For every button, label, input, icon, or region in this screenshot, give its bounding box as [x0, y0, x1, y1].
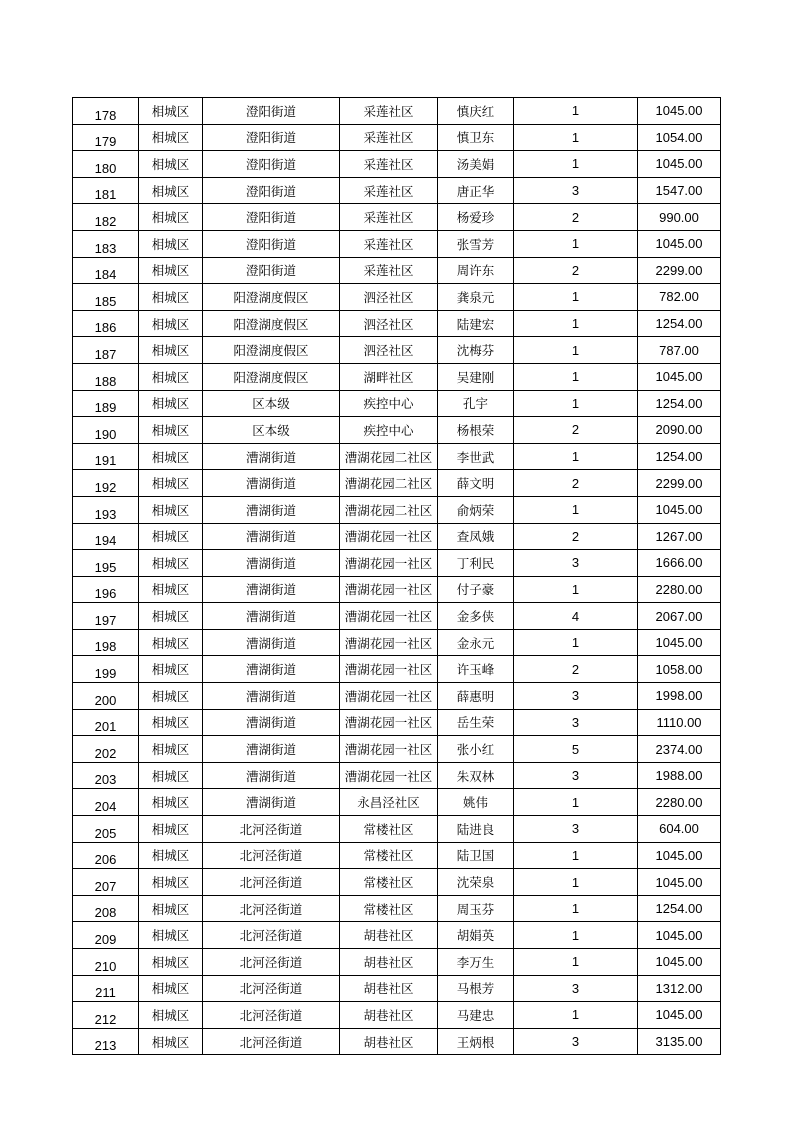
amount-cell: 1045.00 — [638, 842, 721, 869]
street-cell: 漕湖街道 — [203, 683, 340, 710]
street-cell: 区本级 — [203, 390, 340, 417]
row-number: 212 — [73, 1002, 139, 1029]
table-row — [73, 337, 721, 364]
name-cell: 龚泉元 — [438, 284, 514, 311]
district-cell: 相城区 — [139, 736, 203, 763]
row-number: 210 — [73, 949, 139, 976]
community-cell: 漕湖花园一社区 — [340, 603, 438, 630]
street-cell: 北河泾街道 — [203, 869, 340, 896]
name-cell: 许玉峰 — [438, 656, 514, 683]
household-count-cell: 2 — [514, 523, 638, 550]
amount-cell: 2090.00 — [638, 417, 721, 444]
community-cell: 胡巷社区 — [340, 949, 438, 976]
street-cell: 漕湖街道 — [203, 550, 340, 577]
name-cell: 唐正华 — [438, 177, 514, 204]
name-cell: 张雪芳 — [438, 230, 514, 257]
table-row — [73, 975, 721, 1002]
household-count-cell: 5 — [514, 736, 638, 763]
amount-cell: 2299.00 — [638, 470, 721, 497]
amount-cell: 1254.00 — [638, 310, 721, 337]
household-count-cell: 1 — [514, 443, 638, 470]
community-cell: 常楼社区 — [340, 895, 438, 922]
name-cell: 金永元 — [438, 629, 514, 656]
amount-cell: 2280.00 — [638, 576, 721, 603]
community-cell: 常楼社区 — [340, 816, 438, 843]
amount-cell: 1045.00 — [638, 151, 721, 178]
amount-cell: 1998.00 — [638, 683, 721, 710]
name-cell: 周许东 — [438, 257, 514, 284]
row-number: 205 — [73, 816, 139, 843]
community-cell: 泗泾社区 — [340, 310, 438, 337]
amount-cell: 2067.00 — [638, 603, 721, 630]
community-cell: 泗泾社区 — [340, 337, 438, 364]
table-row — [73, 204, 721, 231]
row-number: 213 — [73, 1028, 139, 1055]
household-count-cell: 1 — [514, 496, 638, 523]
district-cell: 相城区 — [139, 550, 203, 577]
community-cell: 泗泾社区 — [340, 284, 438, 311]
table-row — [73, 1002, 721, 1029]
household-count-cell: 1 — [514, 1002, 638, 1029]
name-cell: 吴建刚 — [438, 363, 514, 390]
street-cell: 漕湖街道 — [203, 762, 340, 789]
community-cell: 采莲社区 — [340, 230, 438, 257]
row-number: 194 — [73, 523, 139, 550]
table-row — [73, 762, 721, 789]
table-row — [73, 417, 721, 444]
household-count-cell: 1 — [514, 98, 638, 125]
table-row — [73, 257, 721, 284]
name-cell: 岳生荣 — [438, 709, 514, 736]
household-count-cell: 1 — [514, 230, 638, 257]
row-number: 180 — [73, 151, 139, 178]
street-cell: 漕湖街道 — [203, 629, 340, 656]
district-cell: 相城区 — [139, 337, 203, 364]
amount-cell: 604.00 — [638, 816, 721, 843]
street-cell: 北河泾街道 — [203, 922, 340, 949]
district-cell: 相城区 — [139, 230, 203, 257]
table-row — [73, 496, 721, 523]
community-cell: 漕湖花园一社区 — [340, 656, 438, 683]
amount-cell: 3135.00 — [638, 1028, 721, 1055]
household-count-cell: 1 — [514, 151, 638, 178]
row-number: 204 — [73, 789, 139, 816]
row-number: 181 — [73, 177, 139, 204]
name-cell: 查凤娥 — [438, 523, 514, 550]
street-cell: 澄阳街道 — [203, 204, 340, 231]
household-count-cell: 1 — [514, 869, 638, 896]
district-cell: 相城区 — [139, 603, 203, 630]
name-cell: 薛惠明 — [438, 683, 514, 710]
table-row — [73, 709, 721, 736]
district-cell: 相城区 — [139, 390, 203, 417]
row-number: 187 — [73, 337, 139, 364]
table-row — [73, 98, 721, 125]
name-cell: 沈梅芬 — [438, 337, 514, 364]
name-cell: 朱双林 — [438, 762, 514, 789]
district-cell: 相城区 — [139, 656, 203, 683]
street-cell: 北河泾街道 — [203, 1002, 340, 1029]
household-count-cell: 3 — [514, 762, 638, 789]
name-cell: 胡娟英 — [438, 922, 514, 949]
amount-cell: 787.00 — [638, 337, 721, 364]
district-cell: 相城区 — [139, 470, 203, 497]
table-row — [73, 842, 721, 869]
district-cell: 相城区 — [139, 895, 203, 922]
amount-cell: 1045.00 — [638, 922, 721, 949]
row-number: 199 — [73, 656, 139, 683]
household-count-cell: 3 — [514, 709, 638, 736]
community-cell: 采莲社区 — [340, 204, 438, 231]
district-cell: 相城区 — [139, 496, 203, 523]
name-cell: 汤美娟 — [438, 151, 514, 178]
district-cell: 相城区 — [139, 842, 203, 869]
household-count-cell: 4 — [514, 603, 638, 630]
table-row — [73, 789, 721, 816]
street-cell: 北河泾街道 — [203, 842, 340, 869]
district-cell: 相城区 — [139, 683, 203, 710]
community-cell: 胡巷社区 — [340, 922, 438, 949]
table-row — [73, 390, 721, 417]
household-count-cell: 1 — [514, 363, 638, 390]
row-number: 189 — [73, 390, 139, 417]
amount-cell: 1547.00 — [638, 177, 721, 204]
amount-cell: 1045.00 — [638, 869, 721, 896]
household-count-cell: 2 — [514, 257, 638, 284]
community-cell: 漕湖花园二社区 — [340, 443, 438, 470]
row-number: 208 — [73, 895, 139, 922]
name-cell: 王炳根 — [438, 1028, 514, 1055]
row-number: 186 — [73, 310, 139, 337]
amount-cell: 1254.00 — [638, 895, 721, 922]
name-cell: 薛文明 — [438, 470, 514, 497]
household-count-cell: 2 — [514, 470, 638, 497]
district-cell: 相城区 — [139, 789, 203, 816]
table-row — [73, 683, 721, 710]
table-row — [73, 523, 721, 550]
street-cell: 区本级 — [203, 417, 340, 444]
community-cell: 疾控中心 — [340, 417, 438, 444]
community-cell: 漕湖花园一社区 — [340, 576, 438, 603]
table-row — [73, 656, 721, 683]
district-cell: 相城区 — [139, 284, 203, 311]
table-row — [73, 284, 721, 311]
household-count-cell: 2 — [514, 204, 638, 231]
household-count-cell: 1 — [514, 789, 638, 816]
name-cell: 杨爱珍 — [438, 204, 514, 231]
row-number: 198 — [73, 629, 139, 656]
name-cell: 姚伟 — [438, 789, 514, 816]
district-cell: 相城区 — [139, 576, 203, 603]
amount-cell: 990.00 — [638, 204, 721, 231]
table-row — [73, 470, 721, 497]
household-count-cell: 1 — [514, 895, 638, 922]
district-cell: 相城区 — [139, 922, 203, 949]
street-cell: 漕湖街道 — [203, 576, 340, 603]
district-cell: 相城区 — [139, 1028, 203, 1055]
street-cell: 阳澄湖度假区 — [203, 284, 340, 311]
row-number: 196 — [73, 576, 139, 603]
row-number: 211 — [73, 975, 139, 1002]
street-cell: 阳澄湖度假区 — [203, 310, 340, 337]
community-cell: 永昌泾社区 — [340, 789, 438, 816]
household-count-cell: 1 — [514, 390, 638, 417]
household-count-cell: 1 — [514, 922, 638, 949]
community-cell: 漕湖花园二社区 — [340, 496, 438, 523]
row-number: 184 — [73, 257, 139, 284]
street-cell: 漕湖街道 — [203, 789, 340, 816]
name-cell: 付子豪 — [438, 576, 514, 603]
amount-cell: 2299.00 — [638, 257, 721, 284]
name-cell: 丁利民 — [438, 550, 514, 577]
table-row — [73, 230, 721, 257]
community-cell: 湖畔社区 — [340, 363, 438, 390]
amount-cell: 1045.00 — [638, 496, 721, 523]
street-cell: 北河泾街道 — [203, 949, 340, 976]
household-count-cell: 3 — [514, 1028, 638, 1055]
community-cell: 漕湖花园一社区 — [340, 762, 438, 789]
street-cell: 阳澄湖度假区 — [203, 363, 340, 390]
household-count-cell: 3 — [514, 816, 638, 843]
district-cell: 相城区 — [139, 709, 203, 736]
amount-cell: 2374.00 — [638, 736, 721, 763]
name-cell: 孔宇 — [438, 390, 514, 417]
street-cell: 澄阳街道 — [203, 151, 340, 178]
table-row — [73, 151, 721, 178]
amount-cell: 1045.00 — [638, 949, 721, 976]
district-cell: 相城区 — [139, 762, 203, 789]
district-cell: 相城区 — [139, 310, 203, 337]
community-cell: 漕湖花园一社区 — [340, 523, 438, 550]
name-cell: 马根芳 — [438, 975, 514, 1002]
street-cell: 漕湖街道 — [203, 656, 340, 683]
amount-cell: 782.00 — [638, 284, 721, 311]
community-cell: 采莲社区 — [340, 257, 438, 284]
household-count-cell: 3 — [514, 683, 638, 710]
amount-cell: 1045.00 — [638, 1002, 721, 1029]
table-row — [73, 949, 721, 976]
street-cell: 漕湖街道 — [203, 496, 340, 523]
row-number: 203 — [73, 762, 139, 789]
amount-cell: 1988.00 — [638, 762, 721, 789]
street-cell: 澄阳街道 — [203, 257, 340, 284]
name-cell: 慎庆红 — [438, 98, 514, 125]
amount-cell: 1267.00 — [638, 523, 721, 550]
household-count-cell: 3 — [514, 550, 638, 577]
community-cell: 漕湖花园一社区 — [340, 550, 438, 577]
table-row — [73, 124, 721, 151]
street-cell: 阳澄湖度假区 — [203, 337, 340, 364]
row-number: 197 — [73, 603, 139, 630]
amount-cell: 1110.00 — [638, 709, 721, 736]
row-number: 192 — [73, 470, 139, 497]
row-number: 209 — [73, 922, 139, 949]
street-cell: 漕湖街道 — [203, 470, 340, 497]
table-row — [73, 816, 721, 843]
table-row — [73, 1028, 721, 1055]
row-number: 193 — [73, 496, 139, 523]
district-cell: 相城区 — [139, 124, 203, 151]
community-cell: 胡巷社区 — [340, 1002, 438, 1029]
table-row — [73, 629, 721, 656]
row-number: 191 — [73, 443, 139, 470]
street-cell: 北河泾街道 — [203, 1028, 340, 1055]
household-count-cell: 3 — [514, 177, 638, 204]
district-cell: 相城区 — [139, 257, 203, 284]
district-cell: 相城区 — [139, 204, 203, 231]
table-row — [73, 603, 721, 630]
district-cell: 相城区 — [139, 151, 203, 178]
name-cell: 周玉芬 — [438, 895, 514, 922]
household-count-cell: 1 — [514, 310, 638, 337]
community-cell: 采莲社区 — [340, 151, 438, 178]
row-number: 195 — [73, 550, 139, 577]
street-cell: 漕湖街道 — [203, 603, 340, 630]
community-cell: 漕湖花园一社区 — [340, 709, 438, 736]
household-count-cell: 1 — [514, 576, 638, 603]
table-row — [73, 895, 721, 922]
amount-cell: 1312.00 — [638, 975, 721, 1002]
row-number: 185 — [73, 284, 139, 311]
street-cell: 漕湖街道 — [203, 443, 340, 470]
district-cell: 相城区 — [139, 98, 203, 125]
district-cell: 相城区 — [139, 1002, 203, 1029]
table-row — [73, 550, 721, 577]
amount-cell: 1054.00 — [638, 124, 721, 151]
community-cell: 采莲社区 — [340, 124, 438, 151]
name-cell: 李世武 — [438, 443, 514, 470]
household-count-cell: 3 — [514, 975, 638, 1002]
household-count-cell: 1 — [514, 949, 638, 976]
street-cell: 北河泾街道 — [203, 975, 340, 1002]
community-cell: 常楼社区 — [340, 842, 438, 869]
district-cell: 相城区 — [139, 523, 203, 550]
name-cell: 杨根荣 — [438, 417, 514, 444]
row-number: 188 — [73, 363, 139, 390]
household-count-cell: 1 — [514, 284, 638, 311]
row-number: 206 — [73, 842, 139, 869]
household-count-cell: 1 — [514, 842, 638, 869]
name-cell: 金多侠 — [438, 603, 514, 630]
district-cell: 相城区 — [139, 443, 203, 470]
district-cell: 相城区 — [139, 363, 203, 390]
row-number: 202 — [73, 736, 139, 763]
district-cell: 相城区 — [139, 975, 203, 1002]
household-count-cell: 2 — [514, 656, 638, 683]
name-cell: 陆进良 — [438, 816, 514, 843]
community-cell: 采莲社区 — [340, 177, 438, 204]
row-number: 178 — [73, 98, 139, 125]
street-cell: 漕湖街道 — [203, 523, 340, 550]
community-cell: 漕湖花园一社区 — [340, 736, 438, 763]
amount-cell: 2280.00 — [638, 789, 721, 816]
district-cell: 相城区 — [139, 629, 203, 656]
street-cell: 北河泾街道 — [203, 816, 340, 843]
community-cell: 疾控中心 — [340, 390, 438, 417]
name-cell: 俞炳荣 — [438, 496, 514, 523]
table-row — [73, 310, 721, 337]
community-cell: 漕湖花园二社区 — [340, 470, 438, 497]
table-row — [73, 736, 721, 763]
row-number: 179 — [73, 124, 139, 151]
table-row — [73, 576, 721, 603]
district-cell: 相城区 — [139, 949, 203, 976]
table-row — [73, 177, 721, 204]
amount-cell: 1254.00 — [638, 390, 721, 417]
street-cell: 漕湖街道 — [203, 709, 340, 736]
street-cell: 北河泾街道 — [203, 895, 340, 922]
community-cell: 漕湖花园一社区 — [340, 629, 438, 656]
street-cell: 澄阳街道 — [203, 124, 340, 151]
street-cell: 澄阳街道 — [203, 230, 340, 257]
household-count-cell: 2 — [514, 417, 638, 444]
table-row — [73, 869, 721, 896]
row-number: 207 — [73, 869, 139, 896]
name-cell: 陆建宏 — [438, 310, 514, 337]
name-cell: 李万生 — [438, 949, 514, 976]
name-cell: 沈荣泉 — [438, 869, 514, 896]
name-cell: 马建忠 — [438, 1002, 514, 1029]
street-cell: 澄阳街道 — [203, 177, 340, 204]
name-cell: 慎卫东 — [438, 124, 514, 151]
allowance-table — [72, 97, 721, 1055]
community-cell: 漕湖花园一社区 — [340, 683, 438, 710]
amount-cell: 1666.00 — [638, 550, 721, 577]
street-cell: 澄阳街道 — [203, 98, 340, 125]
amount-cell: 1254.00 — [638, 443, 721, 470]
household-count-cell: 1 — [514, 337, 638, 364]
table-row — [73, 922, 721, 949]
table-row — [73, 443, 721, 470]
household-count-cell: 1 — [514, 124, 638, 151]
community-cell: 胡巷社区 — [340, 1028, 438, 1055]
table-body — [73, 98, 721, 1055]
district-cell: 相城区 — [139, 869, 203, 896]
amount-cell: 1045.00 — [638, 363, 721, 390]
amount-cell: 1045.00 — [638, 98, 721, 125]
name-cell: 张小红 — [438, 736, 514, 763]
district-cell: 相城区 — [139, 816, 203, 843]
table-row — [73, 363, 721, 390]
community-cell: 常楼社区 — [340, 869, 438, 896]
row-number: 182 — [73, 204, 139, 231]
household-count-cell: 1 — [514, 629, 638, 656]
district-cell: 相城区 — [139, 417, 203, 444]
community-cell: 采莲社区 — [340, 98, 438, 125]
row-number: 200 — [73, 683, 139, 710]
community-cell: 胡巷社区 — [340, 975, 438, 1002]
amount-cell: 1058.00 — [638, 656, 721, 683]
street-cell: 漕湖街道 — [203, 736, 340, 763]
amount-cell: 1045.00 — [638, 629, 721, 656]
district-cell: 相城区 — [139, 177, 203, 204]
row-number: 201 — [73, 709, 139, 736]
amount-cell: 1045.00 — [638, 230, 721, 257]
row-number: 190 — [73, 417, 139, 444]
name-cell: 陆卫国 — [438, 842, 514, 869]
row-number: 183 — [73, 230, 139, 257]
